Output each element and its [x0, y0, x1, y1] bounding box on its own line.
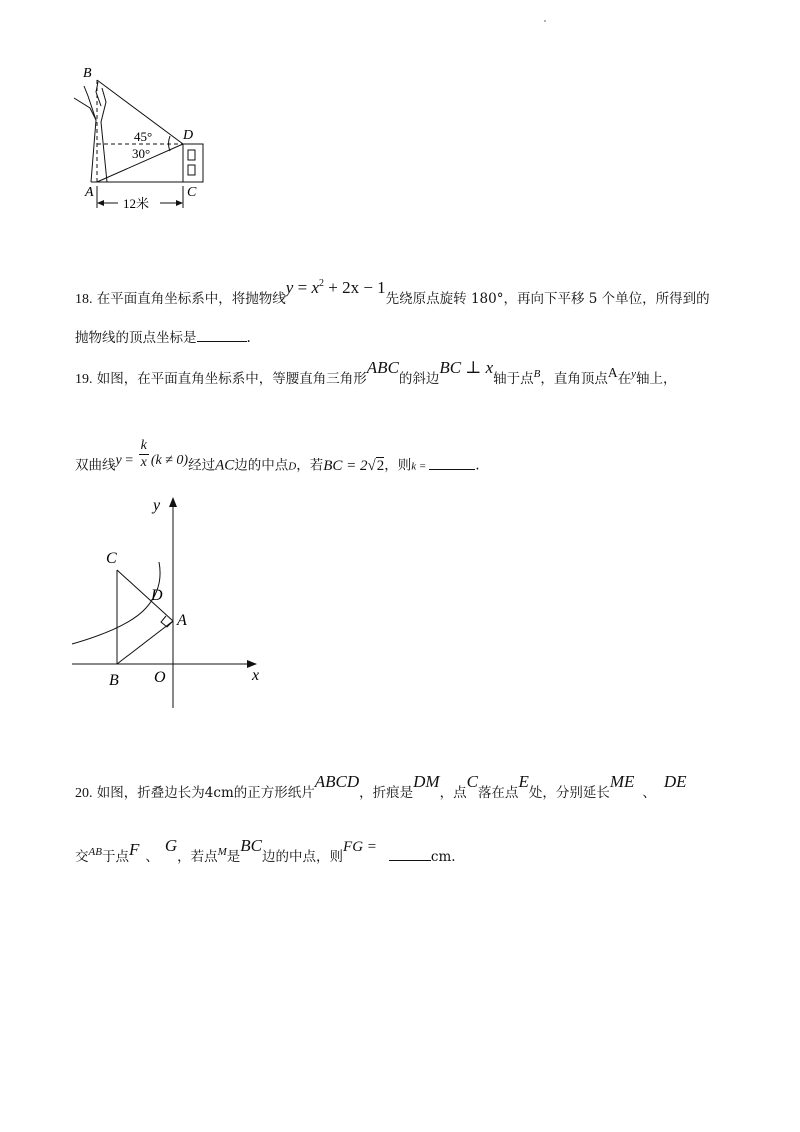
q19-point-d: D [288, 460, 297, 473]
q20-me: ME [609, 772, 635, 791]
side-ab [117, 621, 173, 664]
q18-text-2: 先绕原点旋转 180°，再向下平移 5 个单位，所得到的 [385, 291, 710, 307]
q18-text-1: 在平面直角坐标系中，将抛物线 [96, 291, 286, 307]
q18-text-3: 抛物线的顶点坐标是 [75, 330, 197, 346]
q19-line-1 [75, 358, 677, 390]
q19-hyperbola-equation [115, 438, 189, 470]
q20-point-g: G [164, 836, 178, 855]
arrow-right [176, 200, 183, 206]
q20-de: DE [663, 772, 687, 791]
tree-trunk-right [101, 88, 107, 182]
q18-eq-x: x [311, 278, 319, 297]
q19-number: 19. [75, 372, 93, 387]
q18-end: . [246, 330, 251, 346]
window-top [188, 150, 195, 160]
angle-30-label: 30° [132, 146, 151, 161]
q19-bc-eq: BC = 2 [323, 457, 368, 474]
label-o: O [154, 669, 166, 686]
q19-text-9: 边的中点 [234, 457, 289, 474]
q19-line-2 [75, 438, 480, 483]
window-bottom [188, 165, 195, 175]
q20-separator: 、 [642, 785, 656, 801]
q19-abc: ABC [366, 358, 399, 377]
side-ca [117, 570, 173, 621]
q19-k-eq: k = [411, 460, 427, 473]
q19-point-a: A [607, 365, 618, 380]
label-a: A [85, 185, 94, 200]
q19-text-7: 双曲线 [75, 457, 116, 474]
q19-text-8: 经过 [188, 457, 216, 474]
q18-eq-y: y [285, 278, 294, 297]
q18-equation [286, 278, 386, 297]
hyperbola-figure [66, 488, 276, 713]
q18-eq-eq: = [293, 278, 312, 297]
q20-text-9: 是 [226, 849, 241, 865]
q20-text-7: 于点 [101, 849, 129, 865]
q20-text-5: 处，分别延长 [528, 785, 610, 801]
q19-text-3: 轴于点 [493, 371, 534, 387]
q20-unit: cm. [430, 849, 456, 865]
q19-end: . [475, 457, 480, 474]
q20-number: 20. [75, 786, 93, 801]
label-a: A [177, 612, 187, 629]
q20-text-6: 交 [75, 849, 89, 865]
distance-label: 12米 [123, 196, 150, 211]
q20-abcd: ABCD [314, 772, 360, 791]
label-y: y [153, 497, 161, 514]
q20-point-f: F [128, 840, 140, 859]
q18-line-1 [75, 278, 710, 310]
q20-point-m: M [217, 846, 227, 858]
angle-45-label: 45° [134, 129, 153, 144]
y-axis-arrow [169, 497, 177, 507]
q18-line-2 [75, 327, 251, 348]
q20-separator-2: 、 [145, 849, 159, 865]
q20-line-2 [75, 836, 456, 868]
q19-text-4: ，直角顶点 [540, 371, 608, 387]
q20-text-10: 边的中点，则 [262, 849, 344, 865]
q19-text-10: ，若 [296, 457, 324, 474]
hyperbola-curve [72, 562, 160, 644]
q19-fraction [139, 438, 149, 471]
q20-point-e: E [518, 772, 529, 791]
tree-building-figure [66, 62, 226, 214]
label-d: D [151, 587, 163, 604]
q19-point-b: B [533, 368, 541, 380]
q18-eq-exponent: 2 [318, 278, 324, 289]
q20-text-1: 如图，折叠边长为4cm的正方形纸片 [96, 785, 315, 801]
speck-mark [544, 20, 546, 22]
q19-bc-equation [323, 458, 384, 474]
q19-curve-eq: = [121, 452, 137, 468]
q19-curve-condition: (k ≠ 0) [150, 452, 189, 468]
label-b: B [109, 672, 119, 689]
q19-bc-perp-x: BC ⊥ x [439, 358, 494, 377]
q19-text-11: ，则 [384, 457, 412, 474]
arrow-left [97, 200, 104, 206]
q19-text-1: 如图，在平面直角坐标系中，等腰直角三角形 [96, 371, 367, 387]
q20-text-3: ，点 [439, 785, 467, 801]
q20-point-c: C [466, 772, 478, 791]
label-c: C [106, 550, 117, 567]
q20-bc: BC [240, 836, 263, 855]
q19-sqrt-value: 2 [376, 457, 385, 474]
label-b: B [83, 66, 92, 81]
q19-text-5: 在 [617, 371, 632, 387]
q19-fraction-numerator: k [140, 438, 147, 453]
q19-fraction-denominator: x [140, 455, 147, 470]
q20-fg-eq: FG = [343, 839, 377, 855]
q20-dm: DM [413, 772, 440, 791]
q18-number: 18. [75, 292, 93, 307]
q19-text-6: 轴上， [636, 371, 677, 387]
q20-text-8: ，若点 [177, 849, 218, 865]
q19-answer-blank [429, 455, 475, 470]
q20-ab: AB [88, 846, 102, 858]
q20-text-4: 落在点 [477, 785, 519, 801]
q19-ac: AC [215, 457, 235, 474]
q19-curve-y: y [115, 452, 122, 468]
q20-answer-blank [389, 846, 431, 861]
q18-eq-rest: + 2x − 1 [323, 278, 386, 297]
q19-sqrt-sign: √ [367, 457, 376, 474]
label-x: x [252, 667, 260, 684]
q20-line-1 [75, 772, 687, 804]
q20-text-2: ，折痕是 [359, 785, 414, 801]
label-c: C [187, 185, 197, 200]
q19-axis-y: y [631, 368, 637, 380]
tree-branch [84, 86, 96, 120]
label-d: D [183, 128, 194, 143]
q18-answer-blank [197, 327, 247, 342]
q19-text-2: 的斜边 [398, 371, 440, 387]
